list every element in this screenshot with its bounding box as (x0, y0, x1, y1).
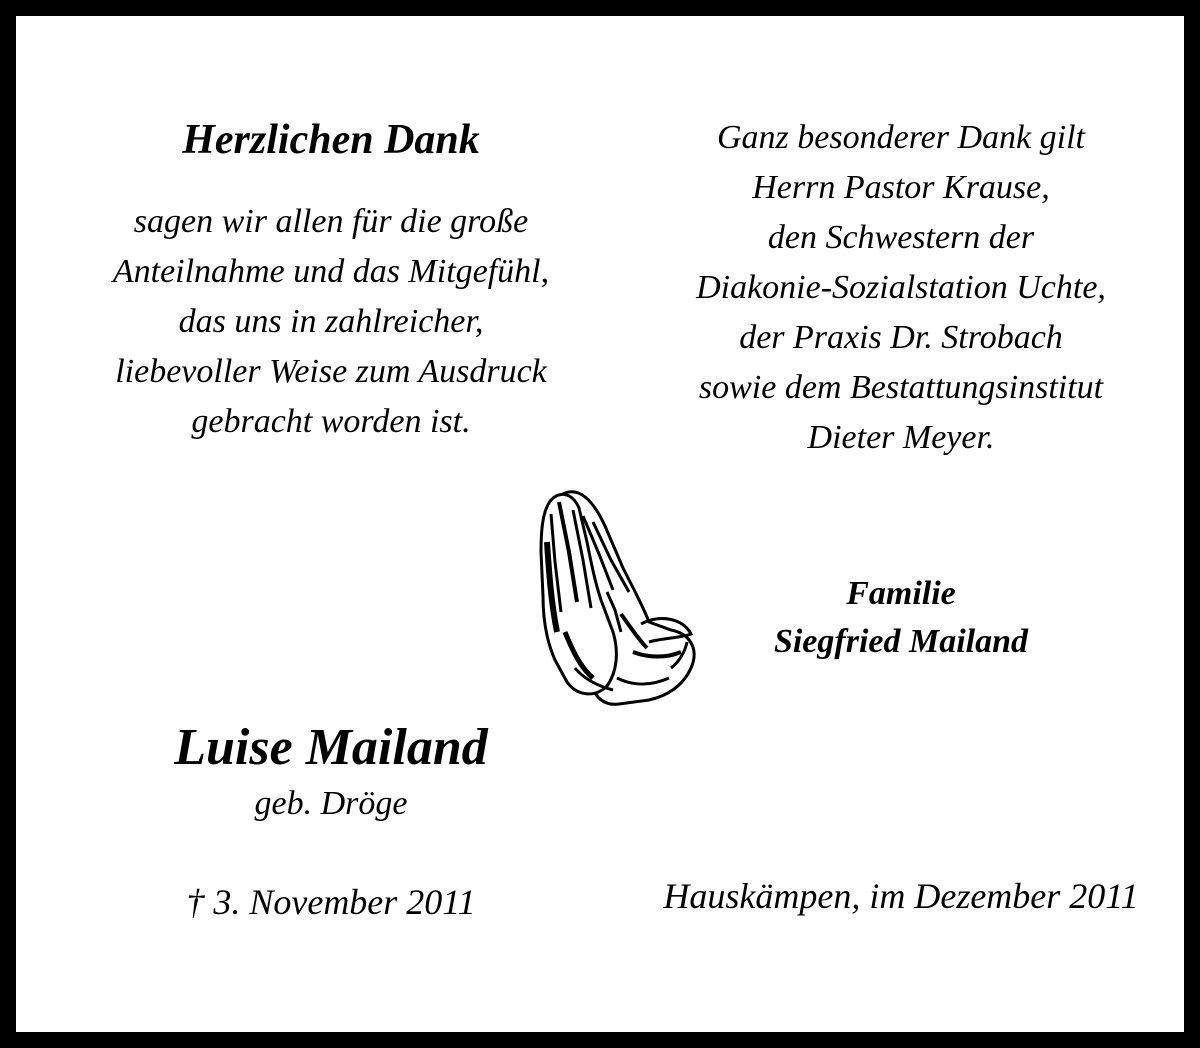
thanks-line: liebevoller Weise zum Ausdruck (115, 353, 547, 390)
family-name: Siegfried Mailand (773, 623, 1029, 660)
praying-hands-icon (521, 482, 701, 712)
thanks-heading (76, 114, 586, 166)
thanks-line: sagen wir allen für die große (133, 203, 529, 240)
special-thanks-text (636, 113, 1166, 463)
special-thanks-line: Herrn Pastor Krause, (752, 169, 1050, 206)
thanks-line: Anteilnahme und das Mitgefühl, (112, 253, 550, 290)
death-date (76, 878, 586, 926)
deceased-name-text: Luise Mailand (174, 719, 488, 776)
birth-name-text: geb. Dröge (254, 785, 408, 822)
special-thanks-line: Diakonie-Sozialstation Uchte, (696, 269, 1106, 306)
death-date-text: † 3. November 2011 (186, 882, 476, 922)
thanks-heading-text: Herzlichen Dank (182, 117, 480, 163)
family-label: Familie (846, 575, 956, 612)
place-and-date (616, 872, 1186, 920)
place-and-date-text: Hauskämpen, im Dezember 2011 (663, 876, 1139, 916)
special-thanks-line: Dieter Meyer. (807, 419, 995, 456)
special-thanks-line: der Praxis Dr. Strobach (739, 319, 1063, 356)
special-thanks-line: sowie dem Bestattungsinstitut (698, 369, 1104, 406)
special-thanks-line: Ganz besonderer Dank gilt (717, 119, 1085, 156)
family-signature (716, 570, 1086, 666)
special-thanks-line: den Schwestern der (767, 219, 1035, 256)
birth-name (136, 782, 526, 826)
deceased-name (76, 717, 586, 779)
thanks-line: gebracht worden ist. (191, 403, 471, 440)
thanks-line: das uns in zahlreicher, (178, 303, 484, 340)
thanks-text (56, 197, 606, 447)
